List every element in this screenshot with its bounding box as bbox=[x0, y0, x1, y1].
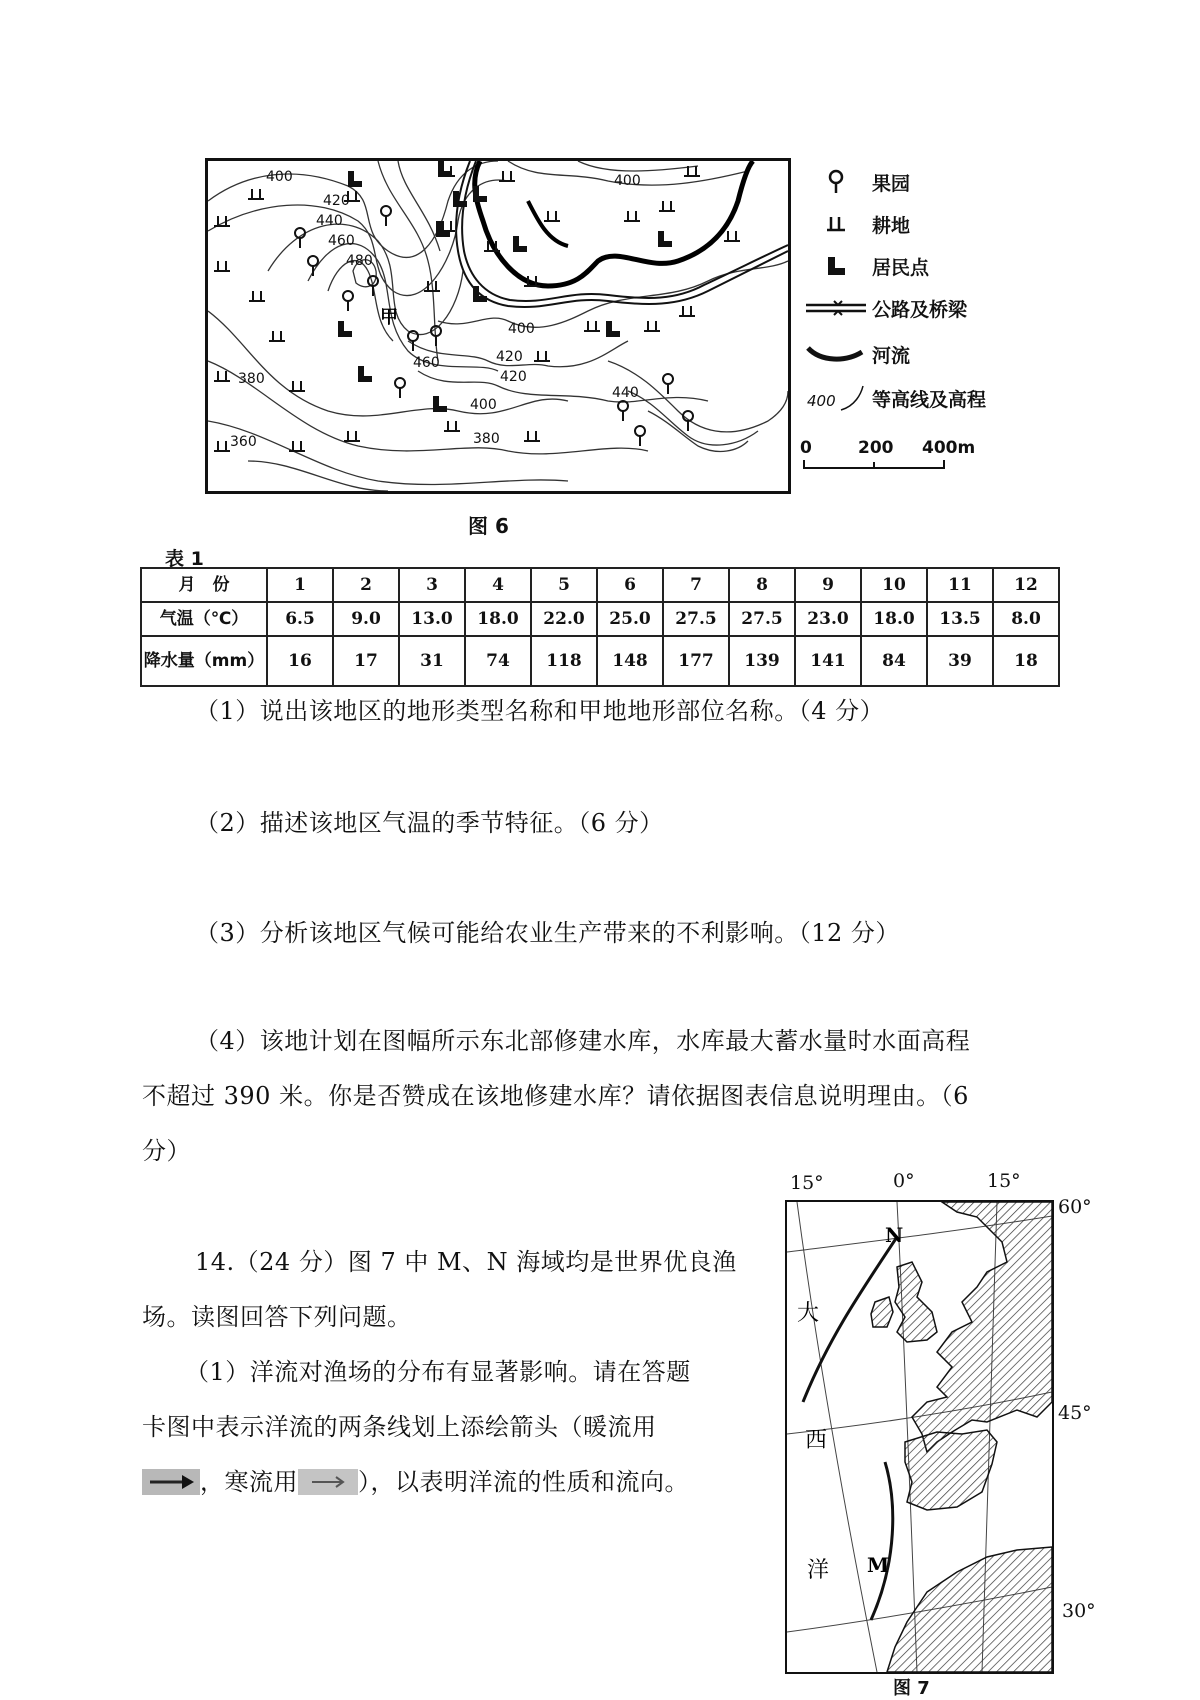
table-cell: 12 bbox=[993, 568, 1059, 602]
warm-current-arrow-sample bbox=[142, 1469, 200, 1495]
contour-label: 380 bbox=[238, 371, 265, 387]
question-14-1-line1: （1）洋流对渔场的分布有显著影响。请在答题 bbox=[185, 1358, 691, 1386]
question-13-4-line2: 不超过 390 米。你是否赞成在该地修建水库？请依据图表信息说明理由。（6 bbox=[142, 1082, 969, 1110]
contour-map-svg bbox=[208, 161, 788, 491]
table-cell: 27.5 bbox=[663, 602, 729, 636]
question-13-1: （1）说出该地区的地形类型名称和甲地地形部位名称。（4 分） bbox=[195, 697, 885, 725]
legend-road-bridge bbox=[800, 294, 967, 322]
contour-label: 380 bbox=[473, 431, 500, 447]
legend-farmland bbox=[800, 210, 910, 238]
table-cell: 148 bbox=[597, 636, 663, 686]
table-cell: 3 bbox=[399, 568, 465, 602]
ocean-label-char: 西 bbox=[805, 1428, 828, 1453]
longitude-label: 0° bbox=[893, 1170, 915, 1192]
table-cell: 31 bbox=[399, 636, 465, 686]
scale-bar bbox=[800, 438, 976, 470]
fishing-ground-m-label: M bbox=[867, 1553, 890, 1577]
table-cell: 7 bbox=[663, 568, 729, 602]
table-label: 表 1 bbox=[165, 548, 204, 570]
legend-label: 耕地 bbox=[872, 214, 911, 237]
table-cell: 9.0 bbox=[333, 602, 399, 636]
legend-label: 河流 bbox=[872, 344, 911, 367]
ocean-label-char: 洋 bbox=[807, 1558, 830, 1583]
table-cell: 13.0 bbox=[399, 602, 465, 636]
contour-label: 440 bbox=[316, 213, 343, 229]
table-cell: 4 bbox=[465, 568, 531, 602]
legend-settlement bbox=[800, 252, 929, 280]
question-13-4-line1: （4）该地计划在图幅所示东北部修建水库，水库最大蓄水量时水面高程 bbox=[195, 1027, 971, 1055]
table-cell: 139 bbox=[729, 636, 795, 686]
scale-tick: 0 bbox=[800, 438, 812, 458]
canary-current-line bbox=[871, 1462, 893, 1620]
table-cell: 22.0 bbox=[531, 602, 597, 636]
place-label-jia: 甲 bbox=[380, 307, 398, 328]
svg-text:400: 400 bbox=[807, 392, 836, 410]
table-cell: 27.5 bbox=[729, 602, 795, 636]
figure6-caption: 图 6 bbox=[468, 514, 509, 538]
legend-label: 等高线及高程 bbox=[872, 388, 987, 411]
legend-label: 公路及桥梁 bbox=[872, 298, 968, 321]
table-cell: 1 bbox=[267, 568, 333, 602]
contour-label: 460 bbox=[328, 233, 355, 249]
legend-river bbox=[800, 340, 910, 368]
scale-tick: 200 bbox=[858, 438, 894, 458]
contour-label: 400 bbox=[266, 169, 293, 185]
table-cell: 5 bbox=[531, 568, 597, 602]
table-cell: 25.0 bbox=[597, 602, 663, 636]
table-cell: 2 bbox=[333, 568, 399, 602]
road-bridge-icon bbox=[800, 300, 872, 316]
river-icon bbox=[800, 342, 872, 366]
table-cell: 18.0 bbox=[465, 602, 531, 636]
table-cell: 118 bbox=[531, 636, 597, 686]
table-cell: 6.5 bbox=[267, 602, 333, 636]
table-row-precipitation bbox=[141, 636, 1059, 686]
table-cell: 84 bbox=[861, 636, 927, 686]
question-14-1-text-a: ，寒流用 bbox=[200, 1468, 298, 1496]
table-cell: 8.0 bbox=[993, 602, 1059, 636]
contour-label: 400 bbox=[614, 173, 641, 189]
question-13-3: （3）分析该地区气候可能给农业生产带来的不利影响。（12 分） bbox=[195, 919, 900, 947]
latitude-label: 60° bbox=[1058, 1196, 1092, 1218]
table-cell: 18 bbox=[993, 636, 1059, 686]
orchard-icon bbox=[800, 169, 872, 195]
question-14-intro-line2: 场。读图回答下列问题。 bbox=[142, 1303, 412, 1331]
table-cell: 23.0 bbox=[795, 602, 861, 636]
question-13-2: （2）描述该地区气温的季节特征。（6 分） bbox=[195, 809, 664, 837]
latitude-label: 30° bbox=[1062, 1600, 1096, 1622]
question-14-1-text-b: ），以表明洋流的性质和流向。 bbox=[358, 1468, 689, 1496]
atlantic-map-svg bbox=[787, 1202, 1052, 1672]
table-cell: 18.0 bbox=[861, 602, 927, 636]
settlement-icon bbox=[800, 255, 872, 277]
contour-label: 440 bbox=[612, 385, 639, 401]
table-cell: 17 bbox=[333, 636, 399, 686]
table-cell: 10 bbox=[861, 568, 927, 602]
farmland-icon bbox=[800, 214, 872, 234]
legend-label: 果园 bbox=[872, 172, 911, 195]
row-header: 月 份 bbox=[141, 568, 267, 602]
contour-label: 400 bbox=[470, 397, 497, 413]
contour-label: 400 bbox=[508, 321, 535, 337]
figure7-caption: 图 7 bbox=[893, 1678, 930, 1699]
question-14-1-line3 bbox=[142, 1467, 689, 1497]
table-cell: 11 bbox=[927, 568, 993, 602]
table-row-temperature bbox=[141, 602, 1059, 636]
contour-label: 480 bbox=[346, 253, 373, 269]
question-14-intro-line1: 14.（24 分）图 7 中 M、N 海域均是世界优良渔 bbox=[195, 1248, 737, 1276]
table-cell: 8 bbox=[729, 568, 795, 602]
legend-orchard bbox=[800, 168, 910, 196]
contour-map-figure bbox=[205, 158, 791, 494]
question-13-4-line3: 分） bbox=[142, 1137, 191, 1165]
cold-current-arrow-sample bbox=[298, 1469, 358, 1495]
contour-label: 360 bbox=[230, 434, 257, 450]
table-cell: 13.5 bbox=[927, 602, 993, 636]
table-cell: 39 bbox=[927, 636, 993, 686]
atlantic-map-figure bbox=[785, 1200, 1054, 1674]
climate-table bbox=[140, 567, 1060, 687]
row-header: 降水量（mm） bbox=[141, 636, 267, 686]
legend-contour bbox=[800, 384, 986, 412]
contour-label: 420 bbox=[500, 369, 527, 385]
ocean-label-char: 大 bbox=[797, 1301, 820, 1326]
table-cell: 177 bbox=[663, 636, 729, 686]
longitude-label: 15° bbox=[790, 1172, 824, 1194]
contour-label: 460 bbox=[413, 355, 440, 371]
table-cell: 6 bbox=[597, 568, 663, 602]
table-cell: 141 bbox=[795, 636, 861, 686]
contour-icon bbox=[800, 384, 872, 412]
fishing-ground-n-label: N bbox=[885, 1223, 904, 1247]
row-header: 气温（℃） bbox=[141, 602, 267, 636]
longitude-label: 15° bbox=[987, 1170, 1021, 1192]
table-cell: 9 bbox=[795, 568, 861, 602]
latitude-label: 45° bbox=[1058, 1402, 1092, 1424]
table-row-months bbox=[141, 568, 1059, 602]
table-cell: 16 bbox=[267, 636, 333, 686]
contour-label: 420 bbox=[323, 193, 350, 209]
legend-label: 居民点 bbox=[872, 256, 930, 279]
contour-label: 420 bbox=[496, 349, 523, 365]
question-14-1-line2: 卡图中表示洋流的两条线划上添绘箭头（暖流用 bbox=[142, 1413, 657, 1441]
table-cell: 74 bbox=[465, 636, 531, 686]
scale-tick: 400m bbox=[922, 438, 976, 458]
